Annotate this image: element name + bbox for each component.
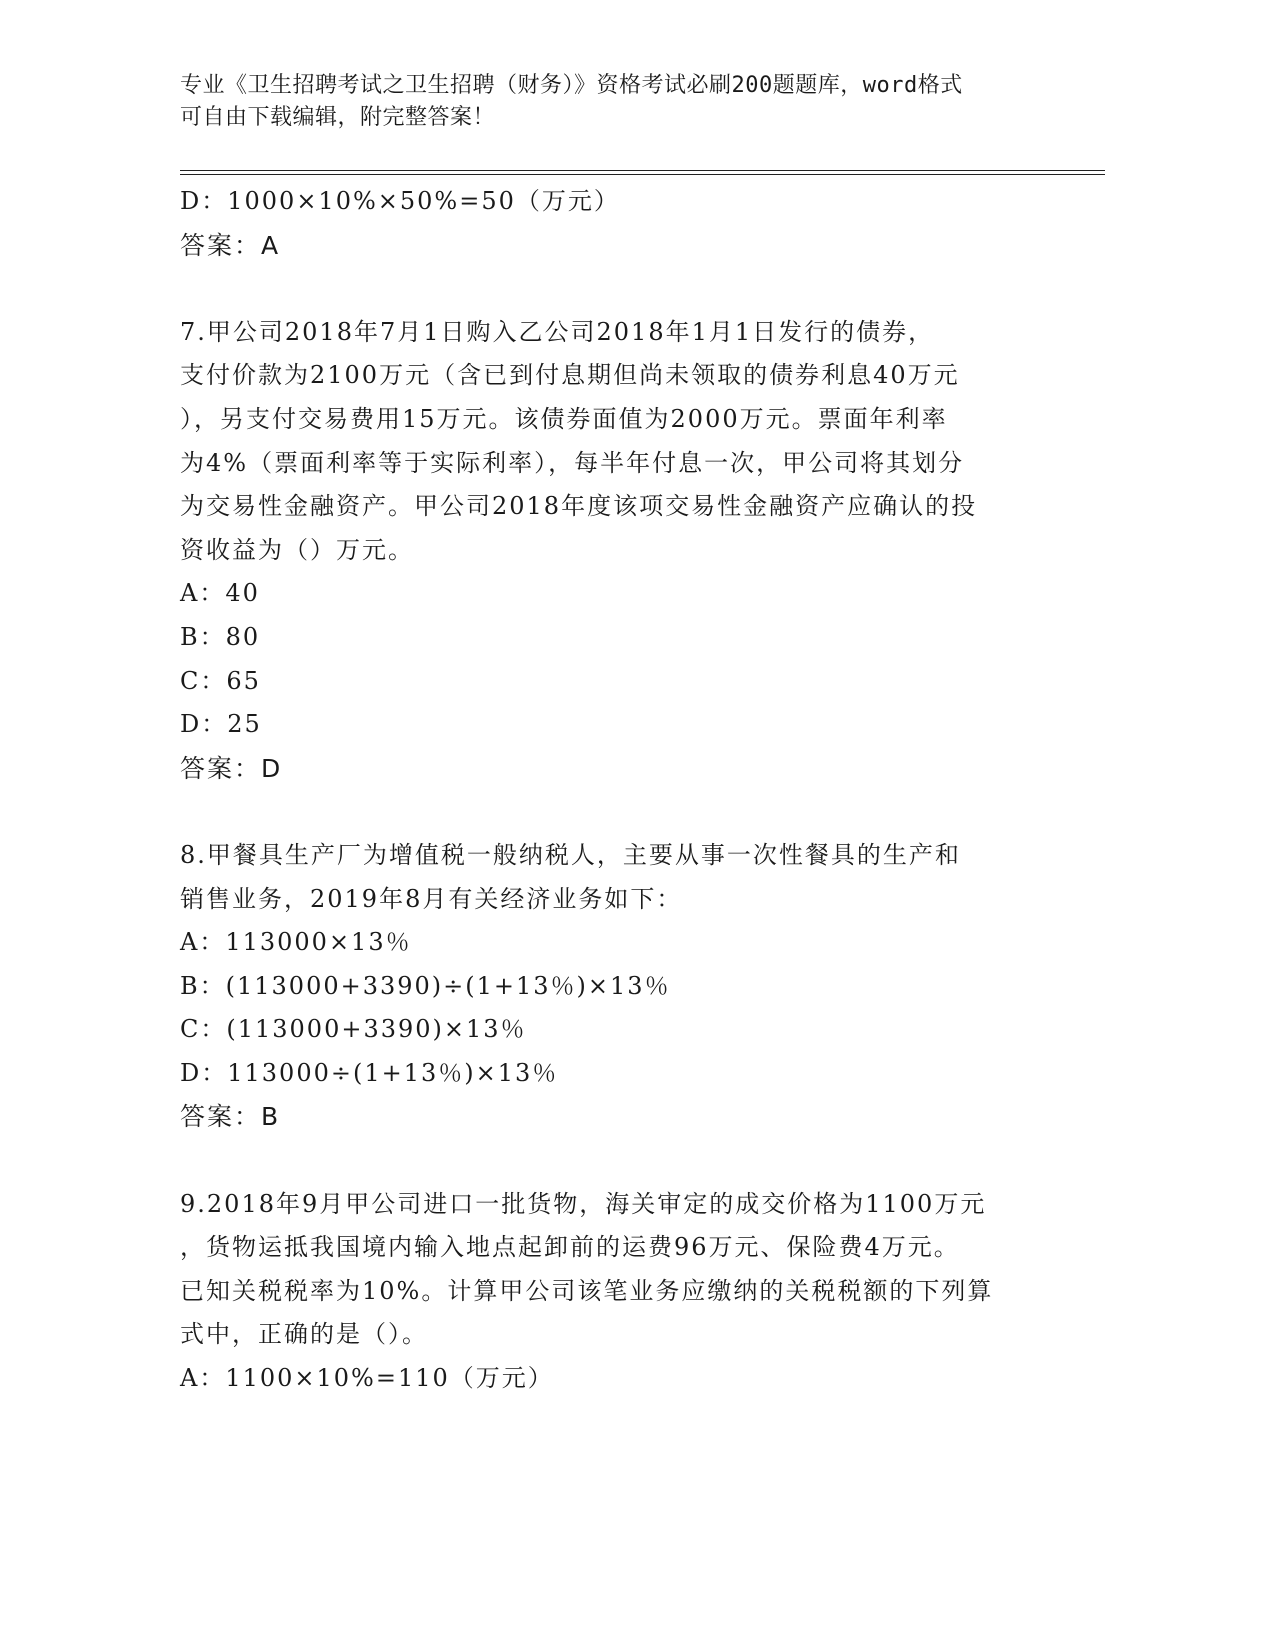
prev-answer: 答案：A [180,230,281,260]
header-line-2: 可自由下载编辑，附完整答案！ [180,105,496,130]
q9-option-a: A：1100×10%=110（万元） [180,1364,554,1393]
q9-text-line: 已知关税税率为10%。计算甲公司该笔业务应缴纳的关税税额的下列算 [180,1276,994,1305]
q7-text-line: 资收益为（）万元。 [180,535,414,564]
q8-option-d: D：113000÷(1+13％)×13％ [180,1058,559,1087]
document-body [180,180,1080,1401]
q7-text-line: 为交易性金融资产。甲公司2018年度该项交易性金融资产应确认的投 [180,492,978,521]
spacer [180,267,1080,311]
q7-text-line: ），另支付交易费用15万元。该债券面值为2000万元。票面年利率 [180,404,948,433]
prev-option-d: D：1000×10%×50%=50（万元） [180,187,620,215]
spacer [180,790,1080,834]
question-8 [180,834,1080,1139]
q7-answer: 答案：D [180,753,283,783]
header-line-1: 专业《卫生招聘考试之卫生招聘（财务）》资格考试必刷200题题库，word格式 [180,73,963,98]
q9-text-line: 9.2018年9月甲公司进口一批货物，海关审定的成交价格为1100万元 [180,1189,987,1218]
question-7 [180,311,1080,791]
q8-option-a: A：113000×13％ [180,928,412,957]
q8-text-line: 8.甲餐具生产厂为增值税一般纳税人，主要从事一次性餐具的生产和 [180,840,961,869]
q7-text-line: 7.甲公司2018年7月1日购入乙公司2018年1月1日发行的债券， [180,317,935,346]
spacer [180,1139,1080,1183]
q8-option-c: C：(113000+3390)×13％ [180,1015,527,1044]
q8-answer: 答案：B [180,1102,281,1132]
header-rule-top [180,170,1105,171]
q8-option-b: B：(113000+3390)÷(1+13％)×13％ [180,971,671,1000]
question-9 [180,1183,1080,1401]
q7-text-line: 支付价款为2100万元（含已到付息期但尚未领取的债券利息40万元 [180,361,960,390]
q7-option-c: C：65 [180,666,261,695]
q8-text-line: 销售业务，2019年8月有关经济业务如下： [180,884,683,913]
header-rule-bottom [180,174,1105,175]
q9-text-line: 式中，正确的是（）。 [180,1320,428,1349]
q7-option-d: D：25 [180,710,262,739]
q7-option-a: A：40 [180,579,260,608]
q7-option-b: B：80 [180,622,261,651]
document-header [180,70,1060,134]
q7-text-line: 为4%（票面利率等于实际利率），每半年付息一次，甲公司将其划分 [180,448,965,477]
q9-text-line: ，货物运抵我国境内输入地点起卸前的运费96万元、保险费4万元。 [180,1233,960,1262]
